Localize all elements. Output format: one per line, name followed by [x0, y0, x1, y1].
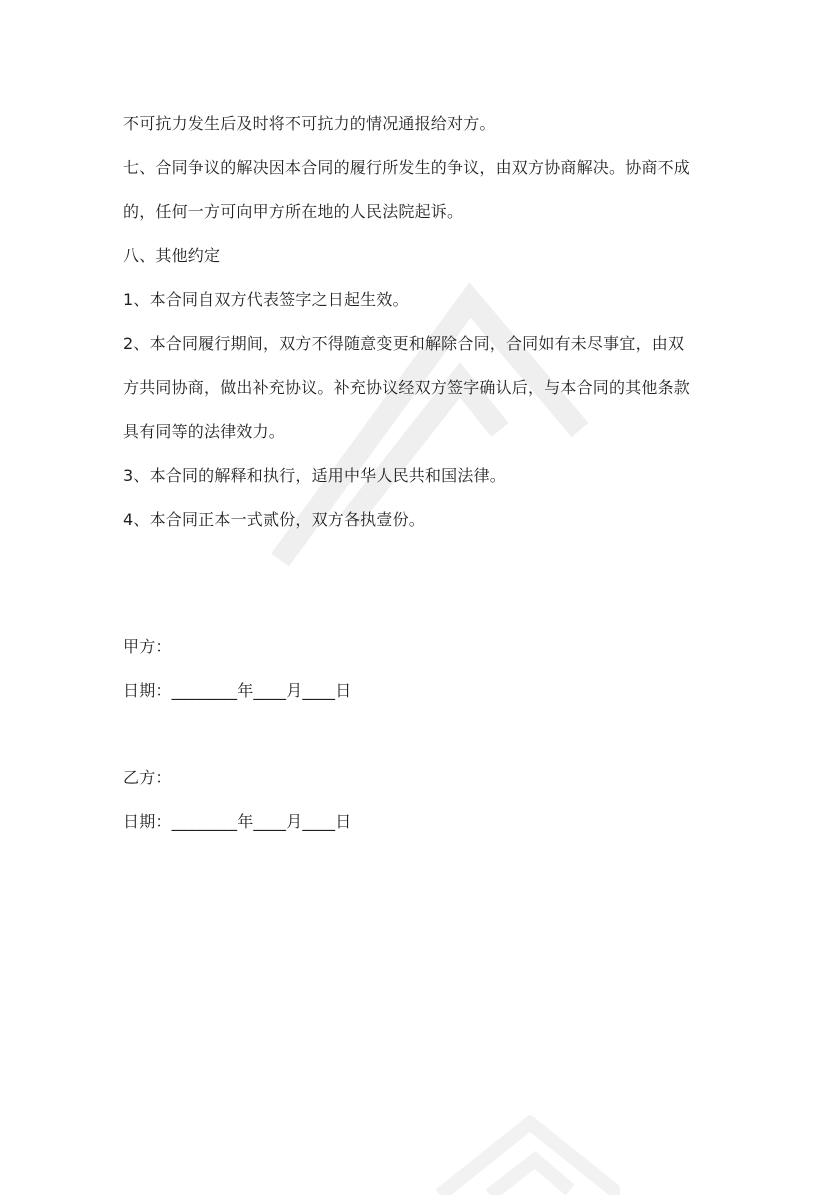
clause-4: 4、本合同正本一式贰份，双方各执壹份。	[123, 510, 425, 529]
paragraph-force-majeure: 不可抗力发生后及时将不可抗力的情况通报给对方。	[123, 114, 496, 133]
paragraph-dispute-resolution: 七、合同争议的解决因本合同的履行所发生的争议，由双方协商解决。协商不成	[123, 158, 691, 177]
clause-2-cont: 方共同协商，做出补充协议。补充协议经双方签字确认后，与本合同的其他条款	[123, 378, 691, 397]
section-heading-other-terms: 八、其他约定	[123, 246, 221, 265]
clause-1: 1、本合同自双方代表签字之日起生效。	[123, 290, 409, 309]
watermark-logo-icon	[420, 1115, 620, 1195]
clause-3: 3、本合同的解释和执行，适用中华人民共和国法律。	[123, 466, 506, 485]
party-b-date: 日期：________年____月____日	[123, 812, 352, 831]
party-a-date: 日期：________年____月____日	[123, 681, 352, 700]
paragraph-dispute-resolution-cont: 的，任何一方可向甲方所在地的人民法院起诉。	[123, 202, 464, 221]
party-b-label: 乙方：	[123, 768, 172, 787]
clause-2-cont: 具有同等的法律效力。	[123, 422, 286, 441]
party-a-label: 甲方：	[123, 637, 172, 656]
clause-2: 2、本合同履行期间，双方不得随意变更和解除合同，合同如有未尽事宜，由双	[123, 334, 685, 353]
